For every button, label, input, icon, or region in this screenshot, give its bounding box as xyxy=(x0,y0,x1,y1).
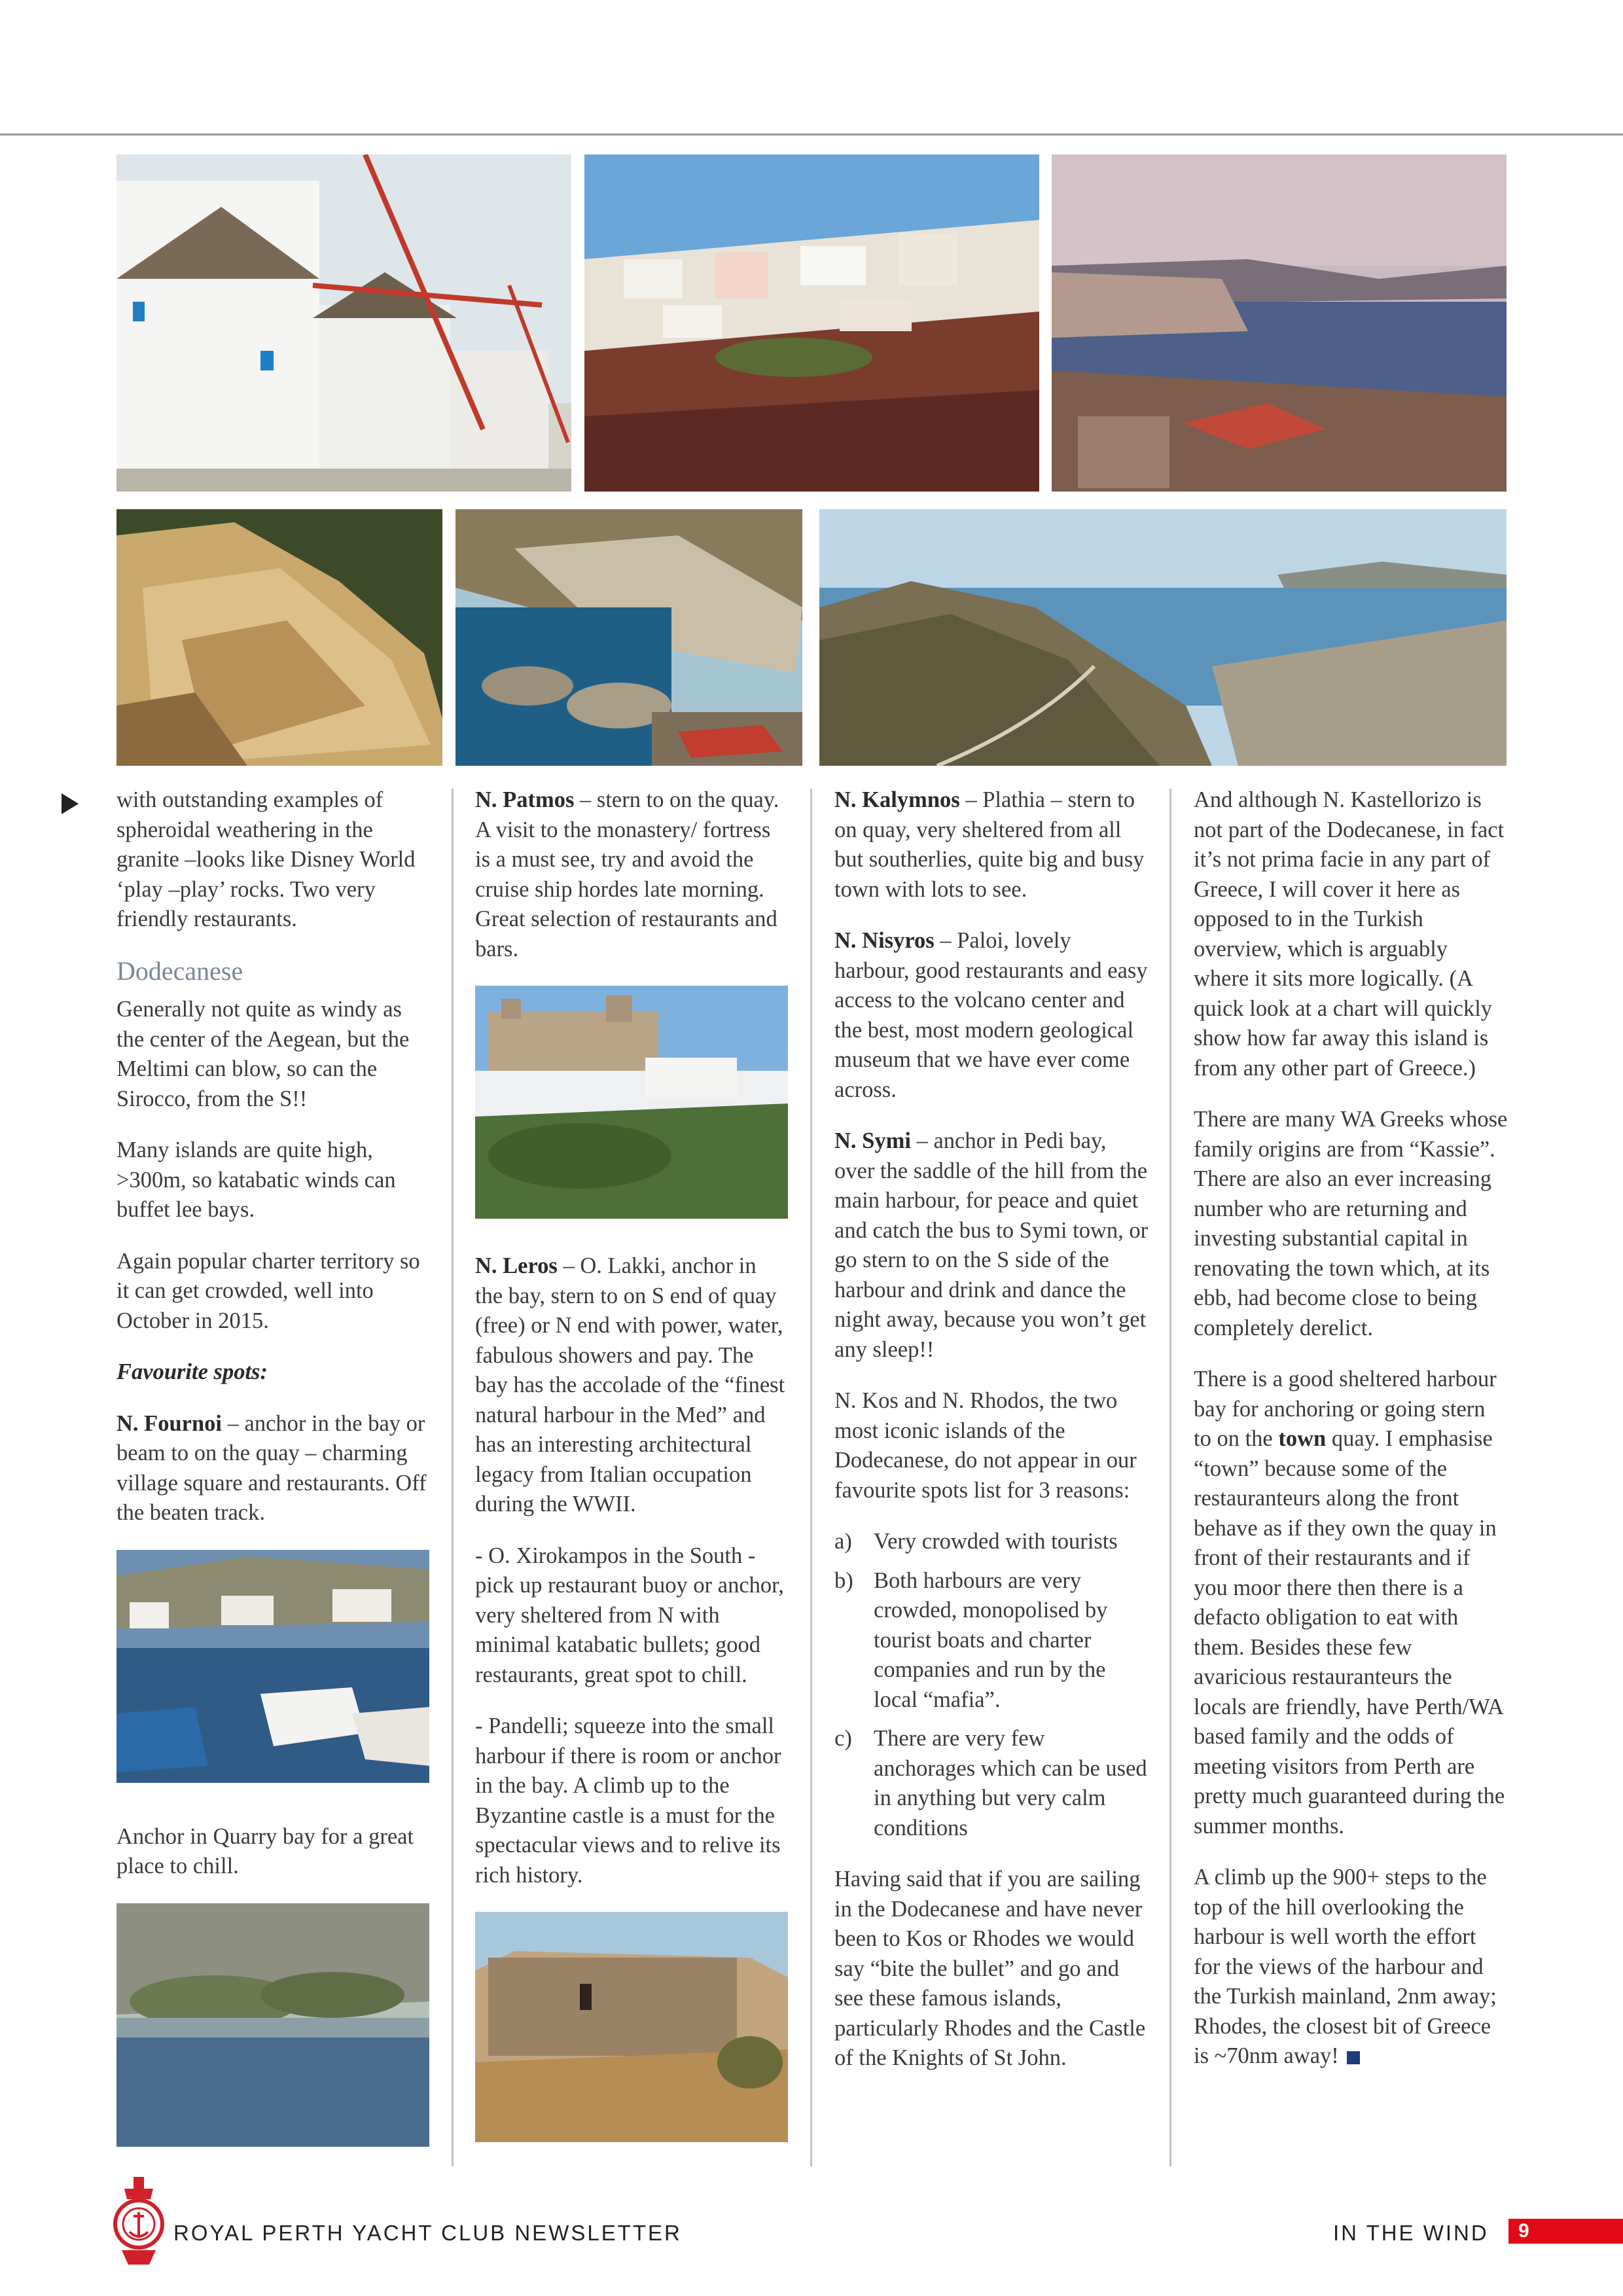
section-heading-dodecanese: Dodecanese xyxy=(116,956,243,986)
leros-name: N. Leros xyxy=(475,1253,558,1278)
photo-hillside-village xyxy=(584,154,1039,492)
kastellorizo-paragraph: And although N. Kastellorizo is not part of the Dodecanese, in fact it’s not prima facie in any part of Greece, I will cover it here as opposed to in the Turkish overview, which is arguably where it sits more logically. (A quick look at a chart will quickly show how far away this island is from any other part of Greece.) xyxy=(1194,787,1505,1081)
list-item xyxy=(834,1724,1149,1843)
list-text: There are very few anchorages which can be used in anything but very calm conditions xyxy=(874,1726,1147,1840)
patmos-name: N. Patmos xyxy=(475,787,575,812)
list-text: Both harbours are very crowded, monopolised by tourist boats and charter companies and run by the local “mafia”. xyxy=(874,1568,1108,1712)
list-marker: b) xyxy=(834,1568,853,1593)
column-3 xyxy=(834,785,1149,2095)
kalymnos-text: – Plathia – stern to on quay, very sheltered from all but southerlies, quite big and busy town with lots to see. xyxy=(834,787,1145,902)
leros-paragraph xyxy=(475,1251,789,1520)
quarry-bay-caption: Anchor in Quarry bay for a great place to chill. xyxy=(116,1823,414,1878)
symi-text: – anchor in Pedi bay, over the saddle of the hill from the main harbour, for peace and quiet and catch the bus to Symi town, or go stern to on the S side of the harbour and drink and dance the night away, because you won’t get any sleep!! xyxy=(834,1128,1149,1362)
harbour-text-b: quay. I emphasise “town” because some of the restauranteurs along the front behave as if they own the quay in front of their restaurants and if you moor there then there is a defacto obligation to eat with them. Besides these few avaricious restauranteurs the locals are friendly, have Perth/WA based family and the odds of meeting visitors from Perth are pretty much guaranteed during the summer months. xyxy=(1194,1426,1505,1839)
favourite-spots-label: Favourite spots: xyxy=(116,1359,268,1384)
club-crest-icon xyxy=(113,2177,165,2266)
column-1 xyxy=(116,785,431,2147)
nisyros-text: – Paloi, lovely harbour, good restaurants and easy access to the volcano center and the best, most modern geological museum that we have ever come across. xyxy=(834,928,1148,1102)
fournoi-name: N. Fournoi xyxy=(116,1410,223,1436)
kalymnos-name: N. Kalymnos xyxy=(834,787,960,812)
fournoi-text: – anchor in the bay or beam to on the quay – charming village square and restaurants. Off the beaten track. xyxy=(116,1410,427,1525)
symi-name: N. Symi xyxy=(834,1128,911,1153)
column-4 xyxy=(1194,785,1508,2093)
patmos-text: – stern to on the quay. A visit to the monastery/ fortress is a must see, try and avoid the cruise ship hordes late morning. Great selection of restaurants and bars. xyxy=(475,787,779,961)
harbour-text-a: There is a good sheltered harbour bay for anchoring or going stern to on the xyxy=(1194,1367,1497,1451)
photo-rocky-cove xyxy=(455,509,802,766)
photo-bay-panorama xyxy=(819,509,1507,766)
column-divider-3 xyxy=(1169,789,1171,2166)
photo-granite-rocks xyxy=(116,509,442,766)
patmos-paragraph xyxy=(475,785,789,964)
kos-rhodos-intro: N. Kos and N. Rhodos, the two most iconic islands of the Dodecanese, do not appear in our favourite spots list for 3 reasons: xyxy=(834,1388,1137,1503)
leros-text: – O. Lakki, anchor in the bay, stern to on S end of quay (free) or N end with power, water, fabulous showers and pay. The bay has the accolade of the “finest natural harbour in the Med” and has an interesting architectural legacy from Italian occupation during the WWII. xyxy=(475,1253,785,1516)
granite-paragraph: with outstanding examples of spheroidal weathering in the granite –looks like Disney World ‘play –play’ rocks. Two very friendly restaurants. xyxy=(116,787,416,931)
section-title: IN THE WIND xyxy=(1333,2221,1489,2245)
photo-windmills xyxy=(116,154,571,492)
charter-paragraph: Again popular charter territory so it can get crowded, well into October in 2015. xyxy=(116,1248,420,1333)
end-of-article-icon xyxy=(1347,2051,1360,2064)
newsletter-title: ROYAL PERTH YACHT CLUB NEWSLETTER xyxy=(173,2221,682,2245)
steps-paragraph xyxy=(1194,1863,1508,2072)
winds-paragraph: Generally not quite as windy as the center of the Aegean, but the Meltimi can blow, so can the Sirocco, from the S!! xyxy=(116,997,410,1111)
town-emphasis: town xyxy=(1278,1426,1327,1451)
photo-quarry-bay xyxy=(116,1903,429,2147)
column-divider-2 xyxy=(810,789,812,2166)
list-item xyxy=(834,1566,1149,1715)
column-divider-1 xyxy=(452,789,454,2166)
wa-greeks-paragraph: There are many WA Greeks whose family origins are from “Kassie”. There are also an ever increasing number who are returning and investing substantial capital in renovating the town which, at its ebb, had become close to being completely derelict. xyxy=(1194,1107,1508,1340)
column-2 xyxy=(475,785,789,2142)
list-marker: a) xyxy=(834,1529,852,1554)
list-text: Very crowded with tourists xyxy=(874,1529,1118,1554)
photo-patmos-monastery xyxy=(475,986,788,1219)
xirokampos-paragraph: - O. Xirokampos in the South - pick up restaurant buoy or anchor, very sheltered from N with minimal katabatic bullets; good restaurants, great spot to chill. xyxy=(475,1543,784,1687)
list-item xyxy=(834,1527,1149,1557)
photo-harbour-view xyxy=(1052,154,1507,492)
fournoi-paragraph xyxy=(116,1409,431,1528)
photo-byzantine-castle xyxy=(475,1912,788,2142)
kalymnos-paragraph xyxy=(834,785,1149,905)
nisyros-paragraph xyxy=(834,926,1149,1105)
list-marker: c) xyxy=(834,1726,852,1751)
harbour-paragraph xyxy=(1194,1365,1508,1841)
steps-text: A climb up the 900+ steps to the top of the hill overlooking the harbour is well worth the effort for the views of the harbour and the Turkish mainland, 2nm away; Rhodes, the closest bit of Greece is ~70nm away! xyxy=(1194,1865,1497,2068)
top-rule xyxy=(0,134,1623,135)
closing-paragraph: Having said that if you are sailing in the Dodecanese and have never been to Kos or Rhodes we would say “bite the bullet” and go and see these famous islands, particularly Rhodes and the Castle of the Knights of St John. xyxy=(834,1867,1146,2070)
katabatic-paragraph: Many islands are quite high, >300m, so katabatic winds can buffet lee bays. xyxy=(116,1138,396,1222)
reasons-list xyxy=(834,1527,1149,1843)
nisyros-name: N. Nisyros xyxy=(834,928,935,953)
continuation-arrow-icon xyxy=(62,793,79,814)
symi-paragraph xyxy=(834,1126,1149,1365)
photo-fishing-boats xyxy=(116,1550,429,1783)
page-number: 9 xyxy=(1518,2220,1529,2242)
pandelli-paragraph: - Pandelli; squeeze into the small harbour if there is room or anchor in the bay. A climb up to the Byzantine castle is a must for the spectacular views and to relive its rich history. xyxy=(475,1713,781,1888)
